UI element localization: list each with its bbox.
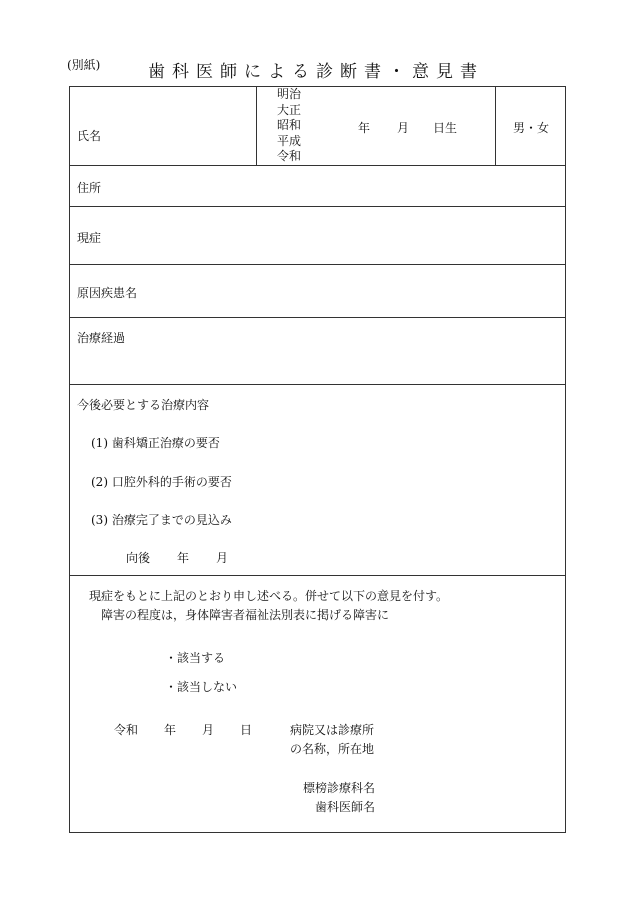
row-divider (70, 264, 565, 265)
page-title: 歯科医師による診断書・意見書 (148, 62, 484, 82)
divider (256, 87, 257, 165)
divider (495, 87, 496, 165)
name-label: 氏名 (77, 129, 102, 143)
hospital-name-label: 病院又は診療所 (290, 723, 375, 737)
row-divider (70, 165, 565, 166)
era-list (277, 87, 301, 165)
date-year-unit: 年 (164, 723, 177, 737)
disability-statement: 障害の程度は，身体障害者福祉法別表に掲げる障害に (101, 608, 390, 622)
prospect-direction: 向後 (126, 551, 151, 565)
era-heisei: 平成 (277, 133, 302, 148)
era-showa: 昭和 (277, 118, 302, 132)
row-divider (70, 575, 565, 576)
oral-surgery-item: (2) 口腔外科的手術の要否 (91, 475, 232, 489)
era-meiji: 明治 (277, 87, 302, 101)
prospect-month-unit: 月 (216, 551, 229, 565)
address-label: 住所 (77, 181, 102, 195)
era-taisho: 大正 (277, 102, 302, 117)
hospital-address-label: の名称，所在地 (290, 742, 375, 756)
treatment-course-label: 治療経過 (77, 331, 126, 345)
prospect-year-unit: 年 (177, 551, 190, 565)
date-day-unit: 日 (240, 723, 253, 737)
birth-year-unit: 年 (358, 121, 371, 135)
sex-field: 男・女 (513, 121, 550, 135)
date-era: 令和 (114, 723, 139, 737)
era-reiwa: 令和 (277, 149, 302, 163)
row-divider (70, 317, 565, 318)
opinion-statement: 現症をもとに上記のとおり申し述べる。併せて以下の意見を付す。 (89, 589, 449, 603)
diagnosis-form (69, 86, 566, 833)
orthodontic-item: (1) 歯科矯正治療の要否 (91, 436, 220, 450)
future-treatment-label: 今後必要とする治療内容 (77, 398, 210, 412)
not-applicable-option: ・該当しない (165, 680, 238, 694)
cause-label: 原因疾患名 (77, 286, 138, 300)
dentist-name-label: 歯科医師名 (315, 800, 376, 814)
birth-day-unit: 日生 (433, 121, 458, 135)
birth-month-unit: 月 (397, 121, 410, 135)
department-label: 標榜診療科名 (303, 781, 376, 795)
row-divider (70, 384, 565, 385)
date-month-unit: 月 (202, 723, 215, 737)
symptoms-label: 現症 (77, 231, 102, 245)
attachment-label: (別紙) (67, 58, 101, 72)
row-divider (70, 206, 565, 207)
completion-prospect-item: (3) 治療完了までの見込み (91, 513, 232, 527)
applicable-option: ・該当する (165, 651, 226, 665)
